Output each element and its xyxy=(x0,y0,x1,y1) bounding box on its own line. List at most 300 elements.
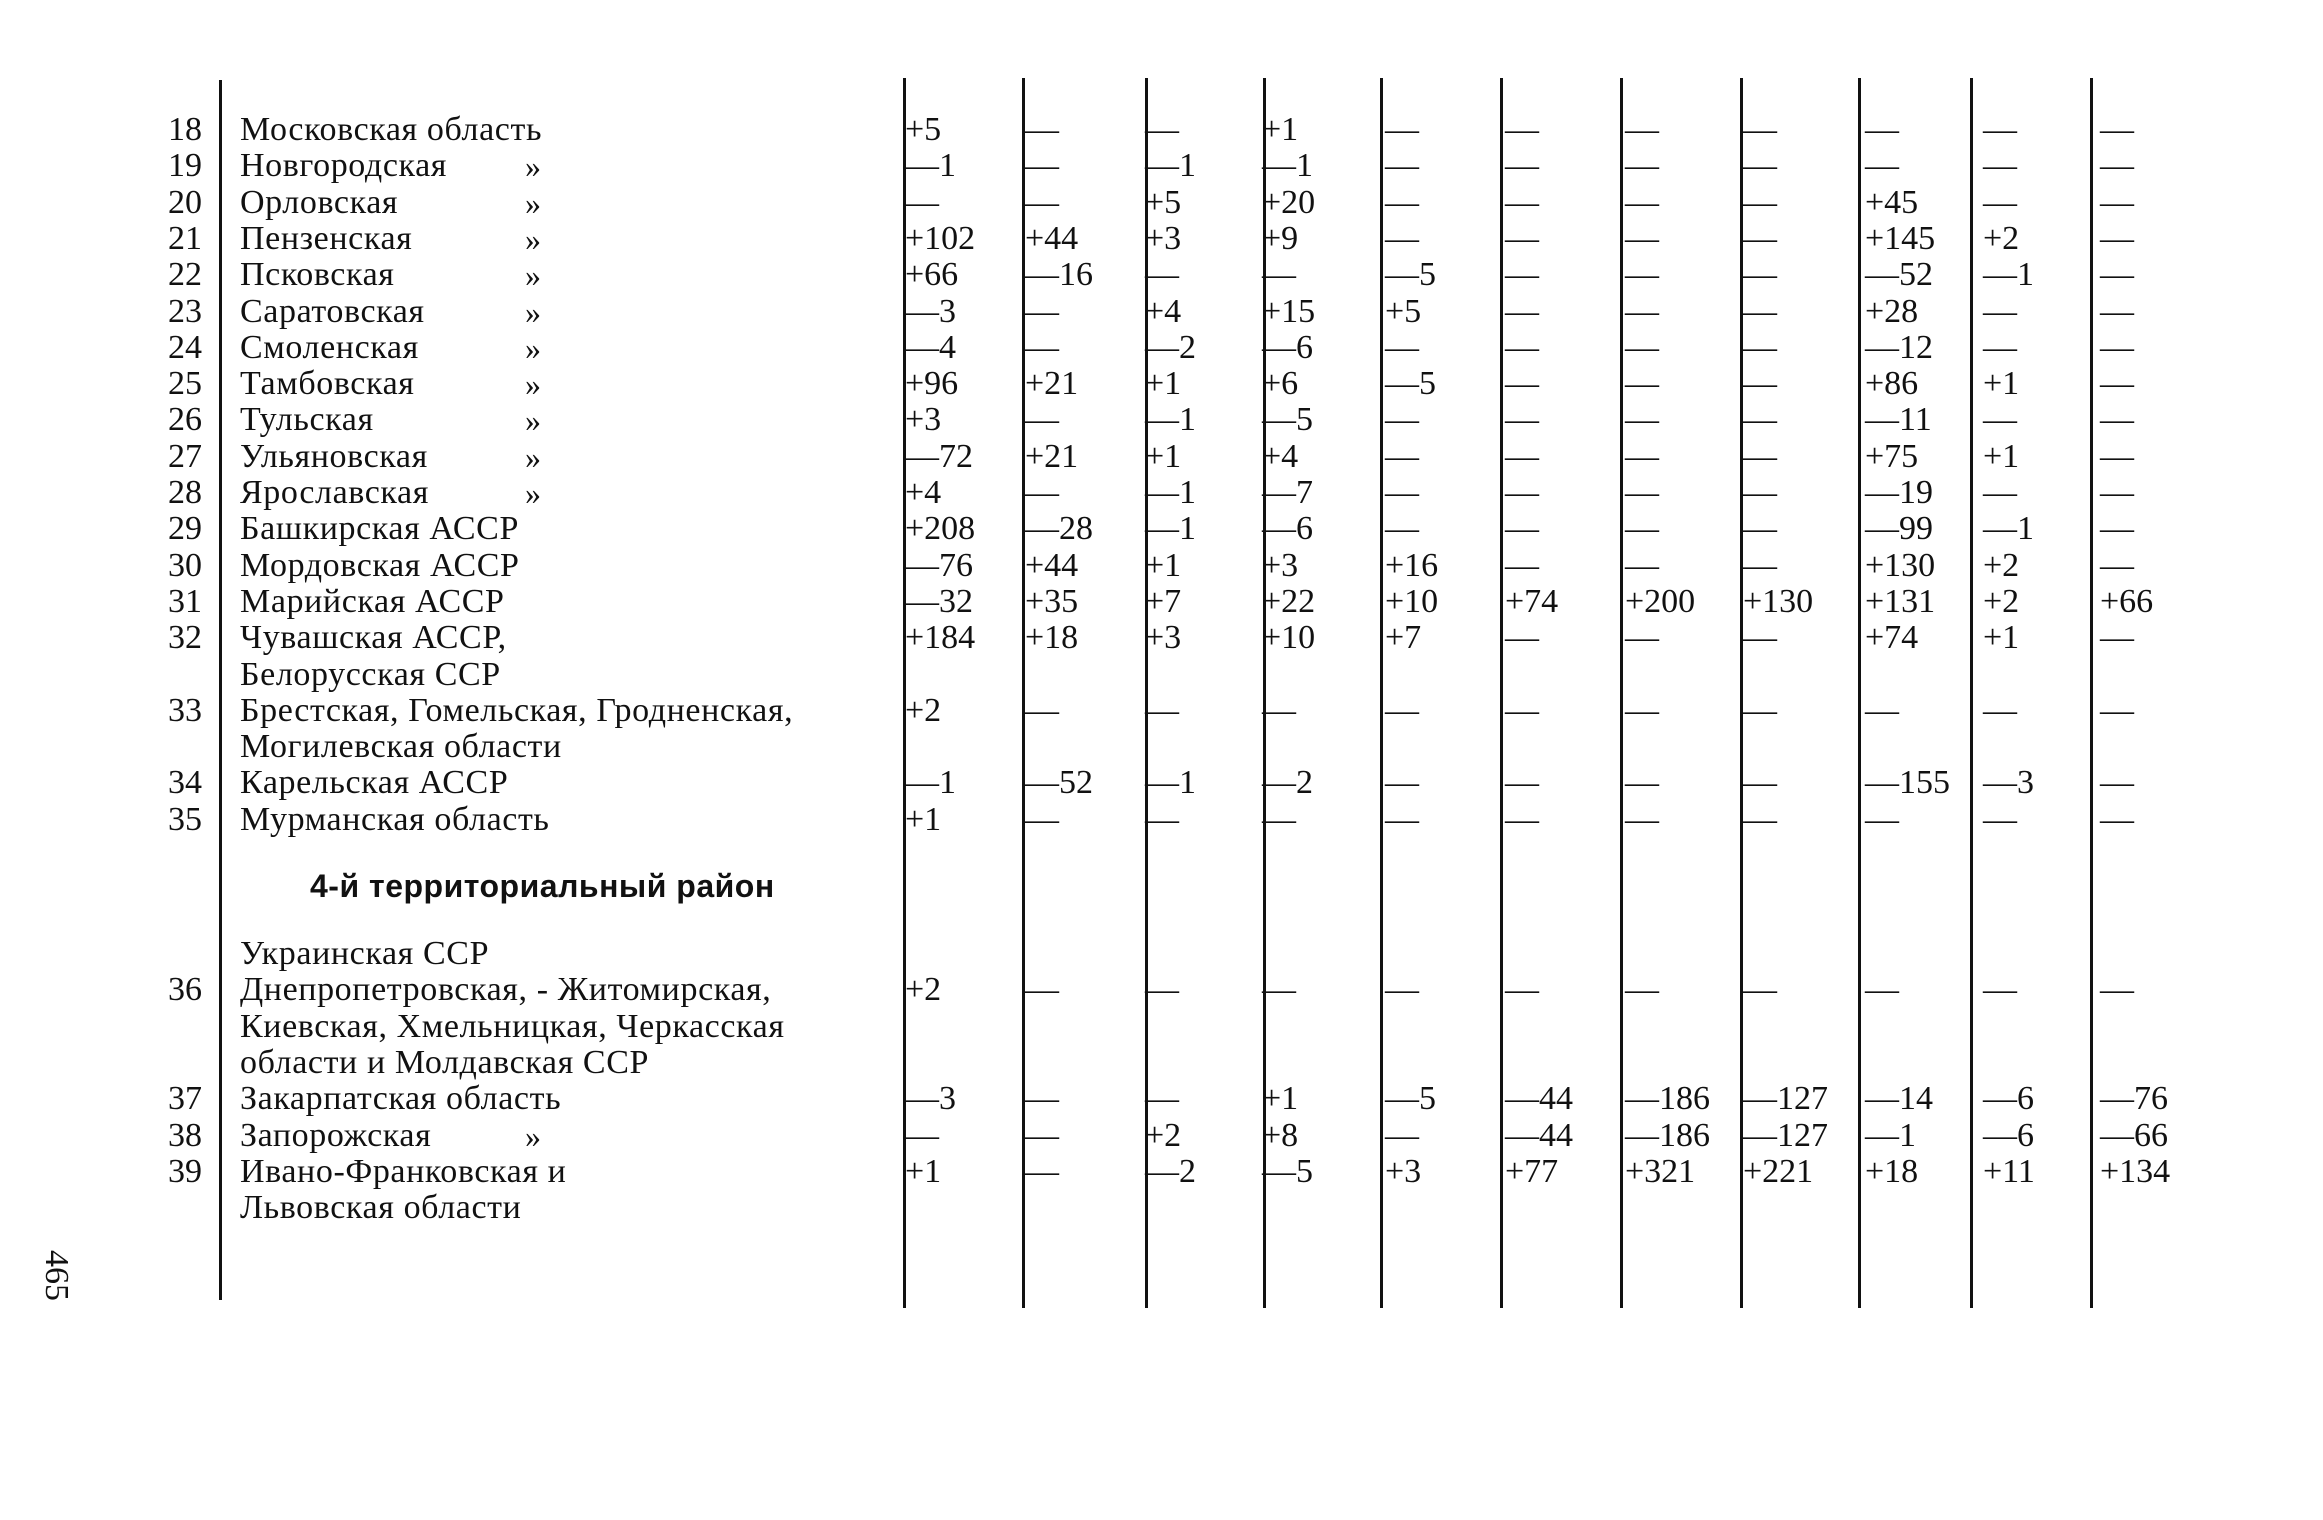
table-row xyxy=(0,657,2323,693)
table-cell: +184 xyxy=(905,619,976,657)
table-cell: +9 xyxy=(1262,219,1299,257)
table-cell: +4 xyxy=(905,474,942,511)
table-cell: +4 xyxy=(1145,292,1182,330)
table-row xyxy=(0,148,2323,184)
table-cell: — xyxy=(1505,183,1539,221)
table-cell: —6 xyxy=(1983,1080,2034,1118)
table-cell: +20 xyxy=(1262,183,1316,221)
table-cell: — xyxy=(1505,292,1539,330)
table-cell: —1 xyxy=(1145,510,1196,548)
ditto-mark: » xyxy=(525,438,541,475)
table-cell: — xyxy=(1505,800,1539,838)
table-row xyxy=(0,1118,2323,1154)
table-cell: —16 xyxy=(1025,256,1093,294)
table-cell: —2 xyxy=(1145,328,1196,366)
table-cell: — xyxy=(1983,800,2017,838)
table-cell: +1 xyxy=(1145,365,1182,403)
ditto-mark: » xyxy=(525,184,541,221)
ditto-mark: » xyxy=(525,257,541,294)
ditto-mark: » xyxy=(525,1117,541,1154)
table-cell: —11 xyxy=(1865,401,1932,439)
table-cell: +22 xyxy=(1262,582,1316,620)
table-cell: —4 xyxy=(905,328,956,366)
row-number: 31 xyxy=(168,582,202,620)
table-cell: +1 xyxy=(1983,365,2020,403)
table-cell: — xyxy=(1385,474,1419,511)
table-cell: — xyxy=(1625,219,1659,257)
table-cell: — xyxy=(1025,1152,1059,1190)
table-cell: —127 xyxy=(1743,1116,1828,1154)
table-cell: — xyxy=(2100,546,2134,584)
table-cell: +1 xyxy=(1145,437,1182,475)
table-cell: — xyxy=(1865,691,1899,729)
table-cell: +7 xyxy=(1145,582,1182,620)
table-cell: — xyxy=(1743,971,1777,1009)
table-cell: +321 xyxy=(1625,1152,1696,1190)
table-cell: — xyxy=(1743,546,1777,584)
row-number: 20 xyxy=(168,183,202,221)
table-cell: +131 xyxy=(1865,582,1936,620)
row-number: 33 xyxy=(168,691,202,729)
ditto-mark: » xyxy=(525,366,541,403)
table-cell: — xyxy=(1025,328,1059,366)
table-cell: —32 xyxy=(905,582,973,620)
table-cell: +18 xyxy=(1865,1152,1919,1190)
table-cell: — xyxy=(1505,474,1539,511)
table-cell: — xyxy=(1625,764,1659,802)
region-name: Ульяновская xyxy=(240,437,428,475)
table-cell: — xyxy=(2100,619,2134,657)
region-name: Ярославская xyxy=(240,474,429,511)
table-cell: — xyxy=(1625,546,1659,584)
table-cell: — xyxy=(1865,971,1899,1009)
table-cell: — xyxy=(1625,401,1659,439)
table-cell: — xyxy=(1983,691,2017,729)
table-cell: — xyxy=(1983,971,2017,1009)
region-name: Псковская xyxy=(240,256,395,294)
region-name: Новгородская xyxy=(240,147,448,185)
table-cell: — xyxy=(1743,437,1777,475)
table-cell: —72 xyxy=(905,437,973,475)
table-row xyxy=(0,1009,2323,1045)
table-cell: — xyxy=(1505,365,1539,403)
table-cell: +221 xyxy=(1743,1152,1814,1190)
table-cell: — xyxy=(1983,111,2017,148)
table-row xyxy=(0,475,2323,511)
table-cell: — xyxy=(1743,183,1777,221)
row-number: 18 xyxy=(168,111,202,148)
table-cell: — xyxy=(1385,147,1419,185)
table-cell: +96 xyxy=(905,365,959,403)
table-cell: — xyxy=(1262,971,1296,1009)
table-cell: — xyxy=(1025,1116,1059,1154)
table-cell: — xyxy=(1743,510,1777,548)
table-cell: +130 xyxy=(1743,582,1814,620)
table-cell: — xyxy=(1743,401,1777,439)
table-cell: — xyxy=(1625,256,1659,294)
row-number: 19 xyxy=(168,147,202,185)
table-row xyxy=(0,972,2323,1008)
table-cell: — xyxy=(1743,764,1777,802)
table-cell: +1 xyxy=(905,1152,942,1190)
table-cell: — xyxy=(2100,800,2134,838)
table-cell: —44 xyxy=(1505,1116,1573,1154)
table-cell: — xyxy=(2100,474,2134,511)
table-cell: — xyxy=(1505,147,1539,185)
table-cell: —6 xyxy=(1983,1116,2034,1154)
row-number: 24 xyxy=(168,328,202,366)
table-cell: +134 xyxy=(2100,1152,2171,1190)
ditto-mark: » xyxy=(525,293,541,330)
ditto-mark: » xyxy=(525,475,541,511)
table-cell: +2 xyxy=(1145,1116,1182,1154)
row-number: 22 xyxy=(168,256,202,294)
table-cell: — xyxy=(1025,401,1059,439)
row-number: 26 xyxy=(168,401,202,439)
table-cell: +4 xyxy=(1262,437,1299,475)
table-cell: —1 xyxy=(1983,256,2034,294)
table-cell: +66 xyxy=(2100,582,2154,620)
table-row xyxy=(0,729,2323,765)
table-cell: +145 xyxy=(1865,219,1936,257)
region-name: Могилевская области xyxy=(240,728,562,766)
table-cell: —3 xyxy=(905,292,956,330)
table-cell: — xyxy=(1385,437,1419,475)
table-cell: — xyxy=(1505,510,1539,548)
table-cell: — xyxy=(2100,111,2134,148)
table-row xyxy=(0,693,2323,729)
table-cell: —155 xyxy=(1865,764,1950,802)
table-cell: — xyxy=(2100,365,2134,403)
table-row xyxy=(0,330,2323,366)
table-row xyxy=(0,1081,2323,1117)
table-cell: — xyxy=(1625,292,1659,330)
table-cell: — xyxy=(1145,111,1179,148)
table-cell: +77 xyxy=(1505,1152,1559,1190)
table-cell: — xyxy=(1145,1080,1179,1118)
table-row xyxy=(0,802,2323,838)
region-name: Орловская xyxy=(240,183,399,221)
table-cell: —6 xyxy=(1262,328,1313,366)
table-cell: +1 xyxy=(1145,546,1182,584)
region-name: Тульская xyxy=(240,401,374,439)
region-name: Карельская АССР xyxy=(240,764,509,802)
table-cell: — xyxy=(1743,292,1777,330)
region-name: Саратовская xyxy=(240,292,425,330)
table-cell: —3 xyxy=(905,1080,956,1118)
table-row xyxy=(0,1154,2323,1190)
table-cell: —7 xyxy=(1262,474,1313,511)
table-cell: — xyxy=(1625,800,1659,838)
table-cell: — xyxy=(1505,328,1539,366)
table-row xyxy=(0,1190,2323,1226)
table-cell: — xyxy=(905,183,939,221)
row-number: 39 xyxy=(168,1152,202,1190)
table-cell: — xyxy=(1145,971,1179,1009)
table-cell: — xyxy=(2100,510,2134,548)
table-row xyxy=(0,439,2323,475)
table-cell: +28 xyxy=(1865,292,1919,330)
table-cell: +1 xyxy=(1262,111,1299,148)
table-cell: —1 xyxy=(1145,147,1196,185)
table-cell: — xyxy=(1743,619,1777,657)
table-cell: —1 xyxy=(1262,147,1313,185)
table-cell: — xyxy=(1983,292,2017,330)
table-cell: — xyxy=(1025,800,1059,838)
region-name: Закарпатская область xyxy=(240,1080,562,1118)
table-cell: +2 xyxy=(1983,546,2020,584)
table-cell: +5 xyxy=(1145,183,1182,221)
table-row xyxy=(0,112,2323,148)
table-cell: — xyxy=(2100,147,2134,185)
region-name: Днепропетровская, - Житомирская, xyxy=(240,971,772,1009)
table-cell: — xyxy=(2100,437,2134,475)
table-row xyxy=(0,402,2323,438)
table-cell: — xyxy=(1625,691,1659,729)
table-cell: — xyxy=(1505,691,1539,729)
table-cell: — xyxy=(1865,147,1899,185)
table-cell: +8 xyxy=(1262,1116,1299,1154)
table-cell: — xyxy=(1262,800,1296,838)
table-cell: — xyxy=(2100,764,2134,802)
table-cell: +21 xyxy=(1025,365,1079,403)
table-cell: — xyxy=(1145,800,1179,838)
table-cell: —1 xyxy=(1983,510,2034,548)
section-heading: 4-й территориальный район xyxy=(310,868,775,904)
table-cell: +21 xyxy=(1025,437,1079,475)
table-cell: —5 xyxy=(1385,256,1436,294)
table-cell: — xyxy=(1743,147,1777,185)
table-cell: —5 xyxy=(1262,401,1313,439)
table-cell: — xyxy=(1743,365,1777,403)
table-cell: — xyxy=(1385,328,1419,366)
table-cell: — xyxy=(1262,691,1296,729)
table-cell: — xyxy=(2100,256,2134,294)
table-cell: — xyxy=(2100,971,2134,1009)
table-cell: — xyxy=(1385,510,1419,548)
table-cell: — xyxy=(1505,219,1539,257)
row-number: 28 xyxy=(168,474,202,511)
ditto-mark: » xyxy=(525,329,541,366)
table-cell: — xyxy=(1625,328,1659,366)
table-row xyxy=(0,620,2323,656)
table-cell: +15 xyxy=(1262,292,1316,330)
table-cell: +7 xyxy=(1385,619,1422,657)
region-name: области и Молдавская ССР xyxy=(240,1043,649,1081)
table-cell: —1 xyxy=(1865,1116,1916,1154)
table-cell: — xyxy=(1025,691,1059,729)
table-cell: — xyxy=(1385,691,1419,729)
table-cell: +11 xyxy=(1983,1152,2035,1190)
row-number: 35 xyxy=(168,800,202,838)
table-cell: — xyxy=(2100,328,2134,366)
table-cell: — xyxy=(1625,111,1659,148)
region-name: Запорожская xyxy=(240,1116,432,1154)
table-cell: +3 xyxy=(1145,219,1182,257)
table-row xyxy=(0,1045,2323,1081)
table-cell: — xyxy=(1625,619,1659,657)
table-cell: +2 xyxy=(1983,582,2020,620)
table-row xyxy=(0,765,2323,801)
table-cell: — xyxy=(1983,474,2017,511)
table-cell: —1 xyxy=(905,147,956,185)
table-cell: — xyxy=(1385,111,1419,148)
table-cell: +2 xyxy=(905,691,942,729)
table-cell: —186 xyxy=(1625,1116,1710,1154)
table-cell: — xyxy=(1625,971,1659,1009)
table-cell: —12 xyxy=(1865,328,1933,366)
row-number: 23 xyxy=(168,292,202,330)
table-row xyxy=(0,548,2323,584)
region-name: Львовская области xyxy=(240,1189,522,1227)
table-row xyxy=(0,936,2323,972)
row-number: 29 xyxy=(168,510,202,548)
table-cell: +18 xyxy=(1025,619,1079,657)
table-cell: — xyxy=(1743,111,1777,148)
table-cell: — xyxy=(1025,147,1059,185)
region-name: Мордовская АССР xyxy=(240,546,520,584)
table-cell: — xyxy=(1625,437,1659,475)
table-cell: — xyxy=(1145,256,1179,294)
table-cell: —76 xyxy=(2100,1080,2168,1118)
region-name: Смоленская xyxy=(240,328,419,366)
region-name: Ивано-Франковская и xyxy=(240,1152,567,1190)
table-cell: — xyxy=(1505,437,1539,475)
table-cell: —1 xyxy=(1145,474,1196,511)
table-cell: — xyxy=(1743,691,1777,729)
table-cell: — xyxy=(1025,111,1059,148)
table-cell: +1 xyxy=(1983,437,2020,475)
ditto-mark: » xyxy=(525,220,541,257)
row-number: 37 xyxy=(168,1080,202,1118)
table-cell: — xyxy=(1505,971,1539,1009)
table-cell: —5 xyxy=(1385,1080,1436,1118)
row-number: 27 xyxy=(168,437,202,475)
table-cell: +5 xyxy=(1385,292,1422,330)
table-cell: — xyxy=(1385,183,1419,221)
table-cell: — xyxy=(1743,328,1777,366)
table-cell: — xyxy=(1025,1080,1059,1118)
table-cell: — xyxy=(1625,147,1659,185)
table-cell: +74 xyxy=(1865,619,1919,657)
table-row xyxy=(0,221,2323,257)
table-cell: — xyxy=(1625,183,1659,221)
table-cell: +3 xyxy=(905,401,942,439)
table-cell: +86 xyxy=(1865,365,1919,403)
table-cell: — xyxy=(1025,474,1059,511)
table-cell: +2 xyxy=(1983,219,2020,257)
table-cell: —5 xyxy=(1262,1152,1313,1190)
region-name: Мурманская область xyxy=(240,800,550,838)
row-number: 30 xyxy=(168,546,202,584)
table-cell: +44 xyxy=(1025,546,1079,584)
table-cell: — xyxy=(1505,764,1539,802)
table-cell: — xyxy=(1865,800,1899,838)
table-cell: — xyxy=(1385,800,1419,838)
table-cell: — xyxy=(2100,183,2134,221)
table-cell: —28 xyxy=(1025,510,1093,548)
table-cell: +200 xyxy=(1625,582,1696,620)
table-cell: — xyxy=(1983,183,2017,221)
table-cell: +3 xyxy=(1385,1152,1422,1190)
table-cell: +1 xyxy=(1262,1080,1299,1118)
ditto-mark: » xyxy=(525,402,541,439)
table-cell: +208 xyxy=(905,510,976,548)
region-name: Марийская АССР xyxy=(240,582,505,620)
table-cell: +1 xyxy=(905,800,942,838)
region-name: Брестская, Гомельская, Гродненская, xyxy=(240,691,794,729)
table-cell: — xyxy=(1505,111,1539,148)
region-name: Тамбовская xyxy=(240,365,415,403)
table-cell: — xyxy=(1625,510,1659,548)
table-cell: — xyxy=(2100,401,2134,439)
table-cell: — xyxy=(1983,147,2017,185)
page-number: 465 xyxy=(38,1250,75,1301)
table-cell: — xyxy=(1865,111,1899,148)
table-cell: —44 xyxy=(1505,1080,1573,1118)
region-name: Пензенская xyxy=(240,219,413,257)
table-cell: —186 xyxy=(1625,1080,1710,1118)
table-cell: +1 xyxy=(1983,619,2020,657)
table-cell: — xyxy=(1743,219,1777,257)
table-cell: —3 xyxy=(1983,764,2034,802)
region-name: Украинская ССР xyxy=(240,935,490,972)
table-cell: — xyxy=(1505,401,1539,439)
table-cell: —1 xyxy=(905,764,956,802)
table-cell: —76 xyxy=(905,546,973,584)
table-cell: — xyxy=(1385,971,1419,1009)
table-cell: —2 xyxy=(1145,1152,1196,1190)
table-cell: +10 xyxy=(1262,619,1316,657)
table-cell: — xyxy=(1385,401,1419,439)
table-cell: — xyxy=(1743,474,1777,511)
table-cell: — xyxy=(1983,328,2017,366)
table-cell: —66 xyxy=(2100,1116,2168,1154)
table-cell: — xyxy=(1505,546,1539,584)
table-cell: +45 xyxy=(1865,183,1919,221)
ditto-mark: » xyxy=(525,148,541,185)
table-cell: — xyxy=(2100,219,2134,257)
table-cell: +5 xyxy=(905,111,942,148)
table-cell: — xyxy=(1385,219,1419,257)
table-cell: —14 xyxy=(1865,1080,1933,1118)
table-cell: — xyxy=(2100,292,2134,330)
table-cell: +130 xyxy=(1865,546,1936,584)
table-cell: — xyxy=(1625,474,1659,511)
table-cell: +16 xyxy=(1385,546,1439,584)
table-cell: — xyxy=(1505,256,1539,294)
table-cell: — xyxy=(1385,1116,1419,1154)
table-cell: —5 xyxy=(1385,365,1436,403)
region-name: Московская область xyxy=(240,111,543,148)
table-cell: — xyxy=(1145,691,1179,729)
table-cell: +10 xyxy=(1385,582,1439,620)
table-cell: —99 xyxy=(1865,510,1933,548)
table-cell: — xyxy=(1505,619,1539,657)
table-row xyxy=(0,185,2323,221)
table-cell: — xyxy=(1025,292,1059,330)
table-cell: +35 xyxy=(1025,582,1079,620)
table-cell: —52 xyxy=(1025,764,1093,802)
region-name: Башкирская АССР xyxy=(240,510,519,548)
table-cell: —1 xyxy=(1145,401,1196,439)
table-cell: — xyxy=(1743,800,1777,838)
row-number: 36 xyxy=(168,971,202,1009)
table-row xyxy=(0,511,2323,547)
table-cell: +6 xyxy=(1262,365,1299,403)
row-number: 32 xyxy=(168,619,202,657)
table-cell: — xyxy=(905,1116,939,1154)
